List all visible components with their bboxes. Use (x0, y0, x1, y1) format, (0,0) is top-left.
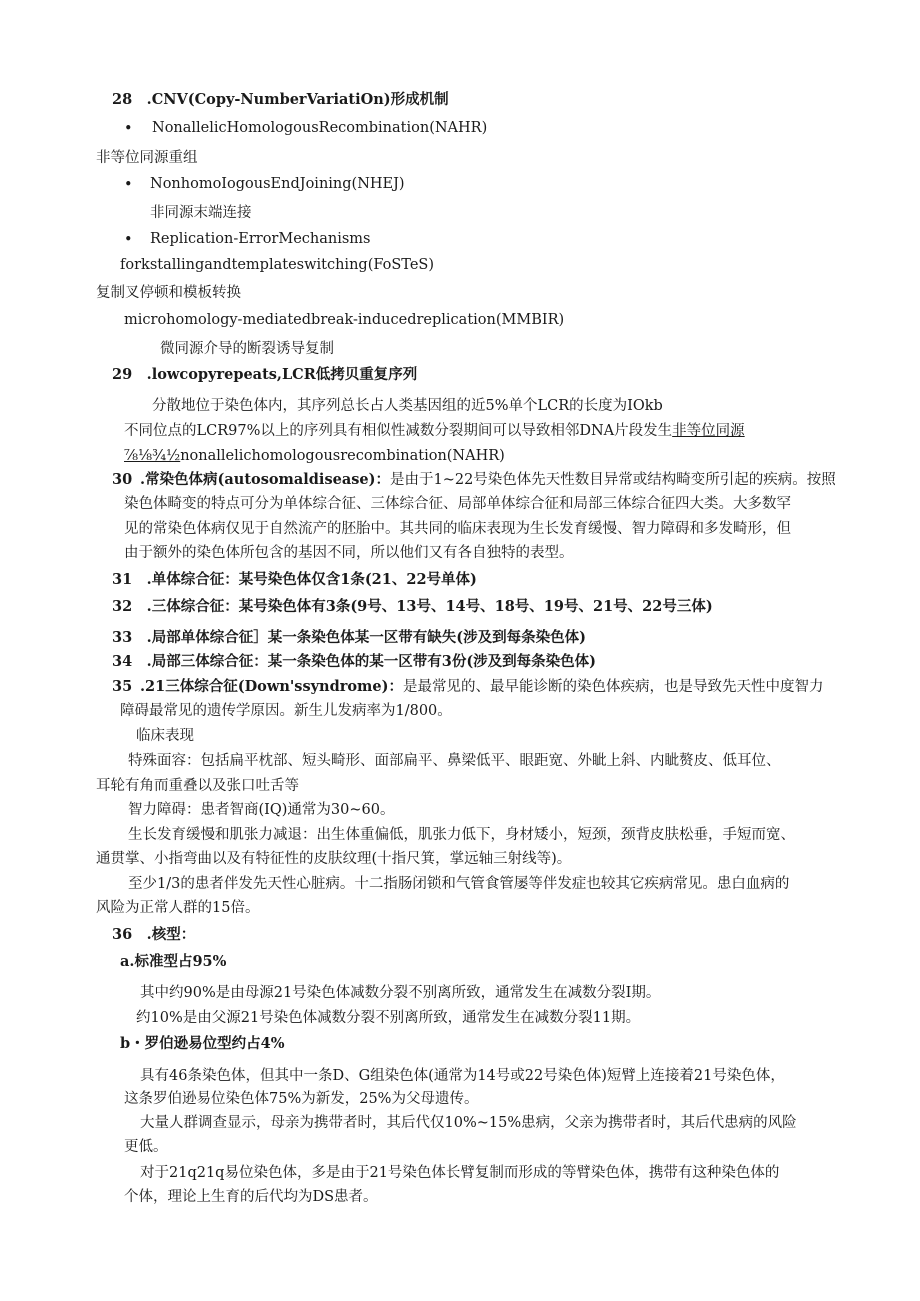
para-b2: 这条罗伯逊易位染色体75%为新发，25%为父母遗传。 (124, 1091, 479, 1107)
para-29b-underlined: 非等位同源 (672, 423, 745, 439)
item-33: 33 .局部单体综合征］某一条染色体某一区带有缺失(涉及到每条染色体) (112, 629, 586, 646)
para-30a (140, 470, 836, 490)
para-heart-1: 至少1/3的患者伴发先天性心脏病。十二指肠闭锁和气管食管屡等伴发症也较其它疾病常见。患白血病的 (128, 876, 790, 892)
item-mmbir-cn: 微同源介导的断裂诱导复制 (160, 341, 334, 357)
bullet-marker: • (124, 177, 133, 193)
term-autosomal-disease: .常染色体病(autosomaldisease)： (140, 471, 390, 488)
para-face-2: 耳轮有角而重叠以及张口吐舌等 (96, 778, 299, 794)
item-number-30: 30 (112, 471, 133, 488)
para-30c: 见的常染色体病仅见于自然流产的胚胎中。其共同的临床表现为生长发育缓慢、智力障碍和多发畸形，但 (124, 521, 791, 537)
heading-36: 36 .核型： (112, 926, 196, 943)
item-34: 34 .局部三体综合征：某一条染色体的某一区带有3份(涉及到每条染色体) (112, 653, 597, 670)
para-30b: 染色体畸变的特点可分为单体综合征、三体综合征、局部单体综合征和局部三体综合征四大类。大多数罕 (124, 496, 791, 512)
para-35b: 障碍最常见的遗传学原因。新生儿发病率为1/800。 (120, 703, 452, 719)
item-nahr-cn: 非等位同源重组 (96, 150, 198, 166)
para-b5: 对于21q21q易位染色体，多是由于21号染色体长臂复制而形成的等臂染色体，携带有这种染色体的 (140, 1165, 780, 1181)
para-35a-text: 是最常见的、最早能诊断的染色体疾病，也是导致先天性中度智力 (402, 679, 824, 695)
para-growth-1: 生长发育缓慢和肌张力减退：出生体重偏低，肌张力低下，身材矮小，短颈，颈背皮肤松垂，手短而宽、 (128, 827, 795, 843)
term-down-syndrome: .21三体综合征(Down'ssyndrome)： (140, 678, 403, 695)
para-30d: 由于额外的染色体所包含的基因不同，所以他们又有各自独特的表型。 (124, 545, 574, 561)
para-growth-2: 通贯掌、小指弯曲以及有特征性的皮肤纹理(十指尺箕，掌远轴三射线等)。 (96, 851, 572, 867)
item-32: 32 .三体综合征：某号染色体有3条(9号、13号、14号、18号、19号、21号、22号三体) (112, 598, 713, 615)
para-a2: 约10%是由父源21号染色体减数分裂不别离所致，通常发生在减数分裂11期。 (136, 1010, 641, 1026)
para-heart-2: 风险为正常人群的15倍。 (96, 900, 260, 916)
item-mmbir: microhomology-mediatedbreak-inducedreplication(MMBIR) (124, 312, 565, 328)
para-29c (124, 446, 505, 466)
subheading-a: a.标准型占95% (120, 953, 227, 970)
item-31: 31 .单体综合征：某号染色体仅含1条(21、22号单体) (112, 571, 477, 588)
para-29b (124, 421, 745, 441)
clinical-heading: 临床表现 (136, 728, 194, 744)
para-29a: 分散地位于染色体内，其序列总长占人类基因组的近5%单个LCR的长度为IOkb (152, 398, 663, 414)
heading-28: 28 .CNV(Copy-NumberVariatiOn)形成机制 (112, 91, 449, 108)
item-nahr: NonallelicHomologousRecombination(NAHR) (152, 120, 488, 136)
para-a1: 其中约90%是由母源21号染色体减数分裂不别离所致，通常发生在减数分裂I期。 (140, 985, 661, 1001)
bullet-marker: • (124, 232, 133, 248)
para-30a-text: 是由于1~22号染色体先天性数目异常或结构畸变所引起的疾病。按照 (389, 472, 836, 488)
para-29c-underlined: ⅞⅛¾½ (124, 448, 181, 464)
para-b4: 更低。 (124, 1139, 168, 1155)
para-b1: 具有46条染色体，但其中一条D、G组染色体(通常为14号或22号染色体)短臂上连接着21号染色体， (140, 1068, 785, 1084)
subheading-b: b・罗伯逊易位型约占4% (120, 1035, 285, 1052)
para-35a (140, 677, 823, 697)
item-replication: Replication-ErrorMechanisms (150, 231, 371, 247)
para-b3: 大量人群调查显示，母亲为携带者时，其后代仅10%~15%患病，父亲为携带者时，其后代患病的风险 (140, 1115, 797, 1131)
bullet-marker: • (124, 121, 133, 137)
para-29b-text: 不同位点的LCR97%以上的序列具有相似性减数分裂期间可以导致相邻DNA片段发生 (124, 423, 673, 439)
para-iq: 智力障碍：患者智商(IQ)通常为30~60。 (128, 802, 395, 818)
para-29c-text: nonallelichomologousrecombination(NAHR) (180, 448, 505, 464)
item-nhej: NonhomoIogousEndJoining(NHEJ) (150, 176, 405, 192)
item-nhej-cn: 非同源末端连接 (150, 205, 252, 221)
item-fostes: forkstallingandtemplateswitching(FoSTeS) (120, 257, 434, 273)
para-b6: 个体，理论上生育的后代均为DS患者。 (124, 1189, 378, 1205)
para-face-1: 特殊面容：包括扁平枕部、短头畸形、面部扁平、鼻梁低平、眼距宽、外眦上斜、内眦赘皮、低耳位、 (128, 753, 781, 769)
heading-29: 29 .lowcopyrepeats,LCR低拷贝重复序列 (112, 366, 418, 383)
item-fostes-cn: 复制叉停顿和模板转换 (96, 285, 241, 301)
item-number-35: 35 (112, 678, 133, 695)
